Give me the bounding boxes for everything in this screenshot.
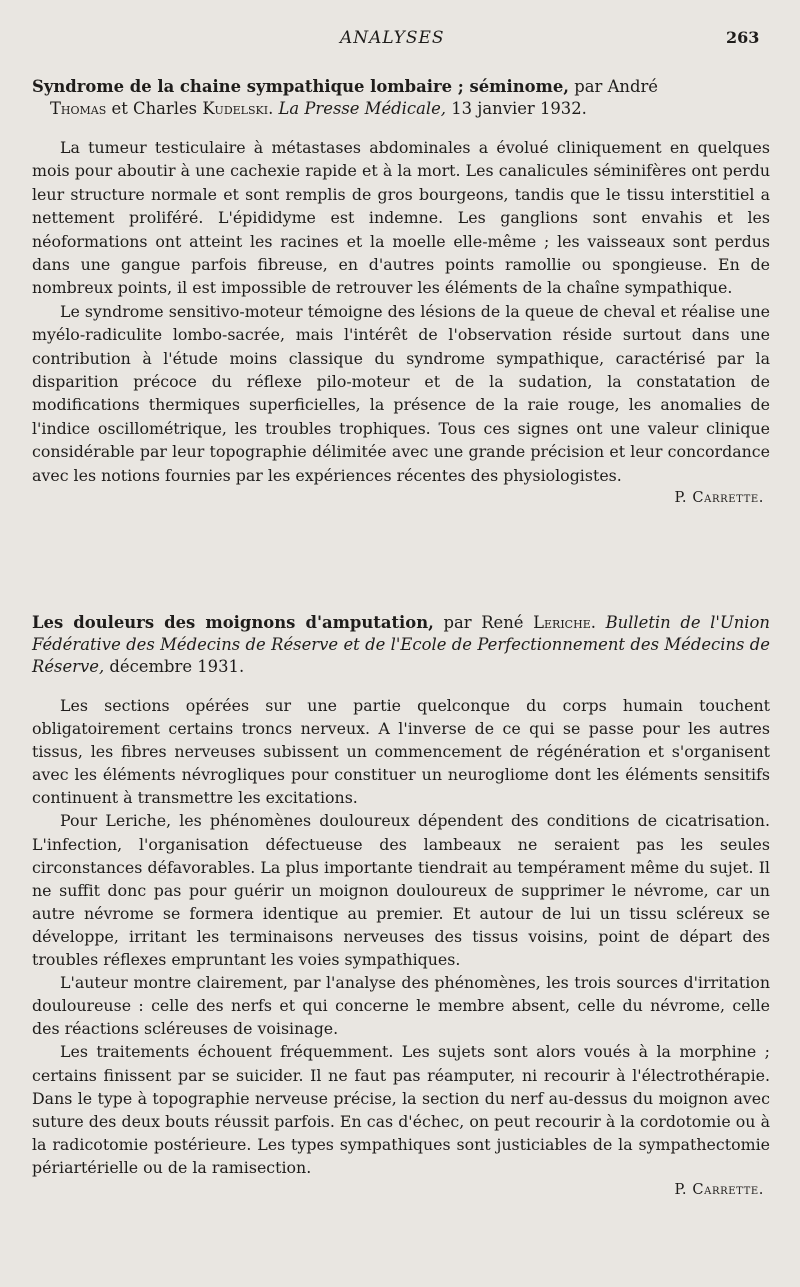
body-paragraph: La tumeur testiculaire à métastases abdominales a évolué cliniquement en quelques mois pour aboutir à une cachexie rapide et à la mort. Les canalicules séminifères ont perdu leur structure normale et sont remplis de gros bourgeons, tandis que le tissu interstitiel a nettement proliféré. L'épididyme est indemne. Les ganglions sont envahis et les néoformations ont atteint les racines et la moelle elle-même ; les vaisseaux sont perdus dans une gangue parfois fibreuse, en d'autres points ramollie ou spongieuse. En de nombreux points, il est impossible de retrouver les éléments de la chaîne sympathique.: [32, 138, 770, 298]
article-heading: [32, 76, 770, 120]
article-heading: [32, 612, 770, 678]
article-body: [32, 694, 770, 1179]
author-last-name: Thomas: [50, 99, 107, 118]
article-title: Les douleurs des moignons d'amputation,: [32, 613, 434, 632]
article-by: par: [574, 77, 603, 96]
article-amputation-pain: [32, 612, 770, 1198]
heading-continuation: [32, 98, 770, 120]
body-paragraph: Les traitements échouent fréquemment. Les sujets sont alors voués à la morphine ; certains finissent par se suicider. Il ne faut pas réamputer, ni recourir à l'électrothérapie. Dans le type à topographie nerveuse précise, la section du nerf au-dessus du moignon avec suture des deux bouts réussit parfois. En cas d'échec, on peut recourir à la cordotomie ou à la radicotomie postérieure. Les types sympathiques sont justiciables de la sympathectomie périartérielle ou de la ramisection.: [32, 1042, 770, 1177]
running-title: ANALYSES: [340, 28, 445, 48]
article-body: [32, 136, 770, 487]
page-number: 263: [726, 28, 760, 47]
body-paragraph: Le syndrome sensitivo-moteur témoigne des lésions de la queue de cheval et réalise une myélo-radiculite lombo-sacrée, mais l'intérêt de l'observation réside surtout dans une contribution à l'étude moins classique du syndrome sympathique, caractérisé par la disparition précoce du réflexe pilo-moteur et de la sudation, la constatation de modifications thermiques superficielles, la présence de la raie rouge, les anomalies de l'indice oscillométrique, les troubles trophiques. Tous ces signes ont une valeur clinique considérable par leur topographie délimitée avec une grande précision et leur concordance avec les notions fournies par les expériences récentes des physiologistes.: [32, 301, 770, 485]
publication-date: décembre 1931.: [109, 657, 245, 676]
author-first-name: André: [607, 77, 658, 96]
author-last-name: Leriche.: [533, 613, 596, 632]
body-paragraph: L'auteur montre clairement, par l'analyse des phénomènes, les trois sources d'irritation douloureuse : celle des nerfs et qui concerne le membre absent, celle du névrome, celle des réactions scléreuses de voisinage.: [32, 973, 770, 1039]
body-paragraph: Les sections opérées sur une partie quelconque du corps humain touchent obligatoirement certains troncs nerveux. A l'inverse de ce qui se passe pour les autres tissus, les fibres nerveuses subissent un commencement de régénération et s'organisent avec les éléments névrogliques pour constituer un neurogliome dont les éléments sensitifs continuent à transmettre les excitations.: [32, 696, 770, 808]
author-first-name: René: [481, 613, 524, 632]
body-paragraph: Pour Leriche, les phénomènes douloureux dépendent des conditions de cicatrisation. L'infection, l'organisation défectueuse des lambeaux ne seraient pas les seules circonstances défavorables. La plus importante tiendrait au tempérament même du sujet. Il ne suffit donc pas pour guérir un moignon douloureux de supprimer le névrome, car un autre névrome se formera identique au premier. Et autour de lui un tissu scléreux se développe, irritant les terminaisons nerveuses des tissus voisins, point de départ des troubles réflexes empruntant les voies sympathiques.: [32, 811, 770, 970]
signature: P. Carrette.: [674, 489, 764, 507]
running-head: [0, 28, 800, 52]
publication-date: 13 janvier 1932.: [451, 99, 587, 118]
journal-name: La Presse Médicale,: [278, 99, 446, 118]
article-by: par: [443, 613, 472, 632]
author2-first-name: Charles: [133, 99, 198, 118]
author2-last-name: Kudelski.: [202, 99, 274, 118]
author-conjunction: et: [111, 99, 128, 118]
signature: P. Carrette.: [674, 1180, 764, 1198]
article-sympathetic-syndrome: [32, 76, 770, 506]
journal-name: Bulletin de l'Union Fédérative des Médecins de Réserve et de l'Ecole de Perfectionnement des Médecins de Réserve,: [32, 613, 770, 676]
article-title: Syndrome de la chaine sympathique lombaire ; séminome,: [32, 77, 570, 96]
